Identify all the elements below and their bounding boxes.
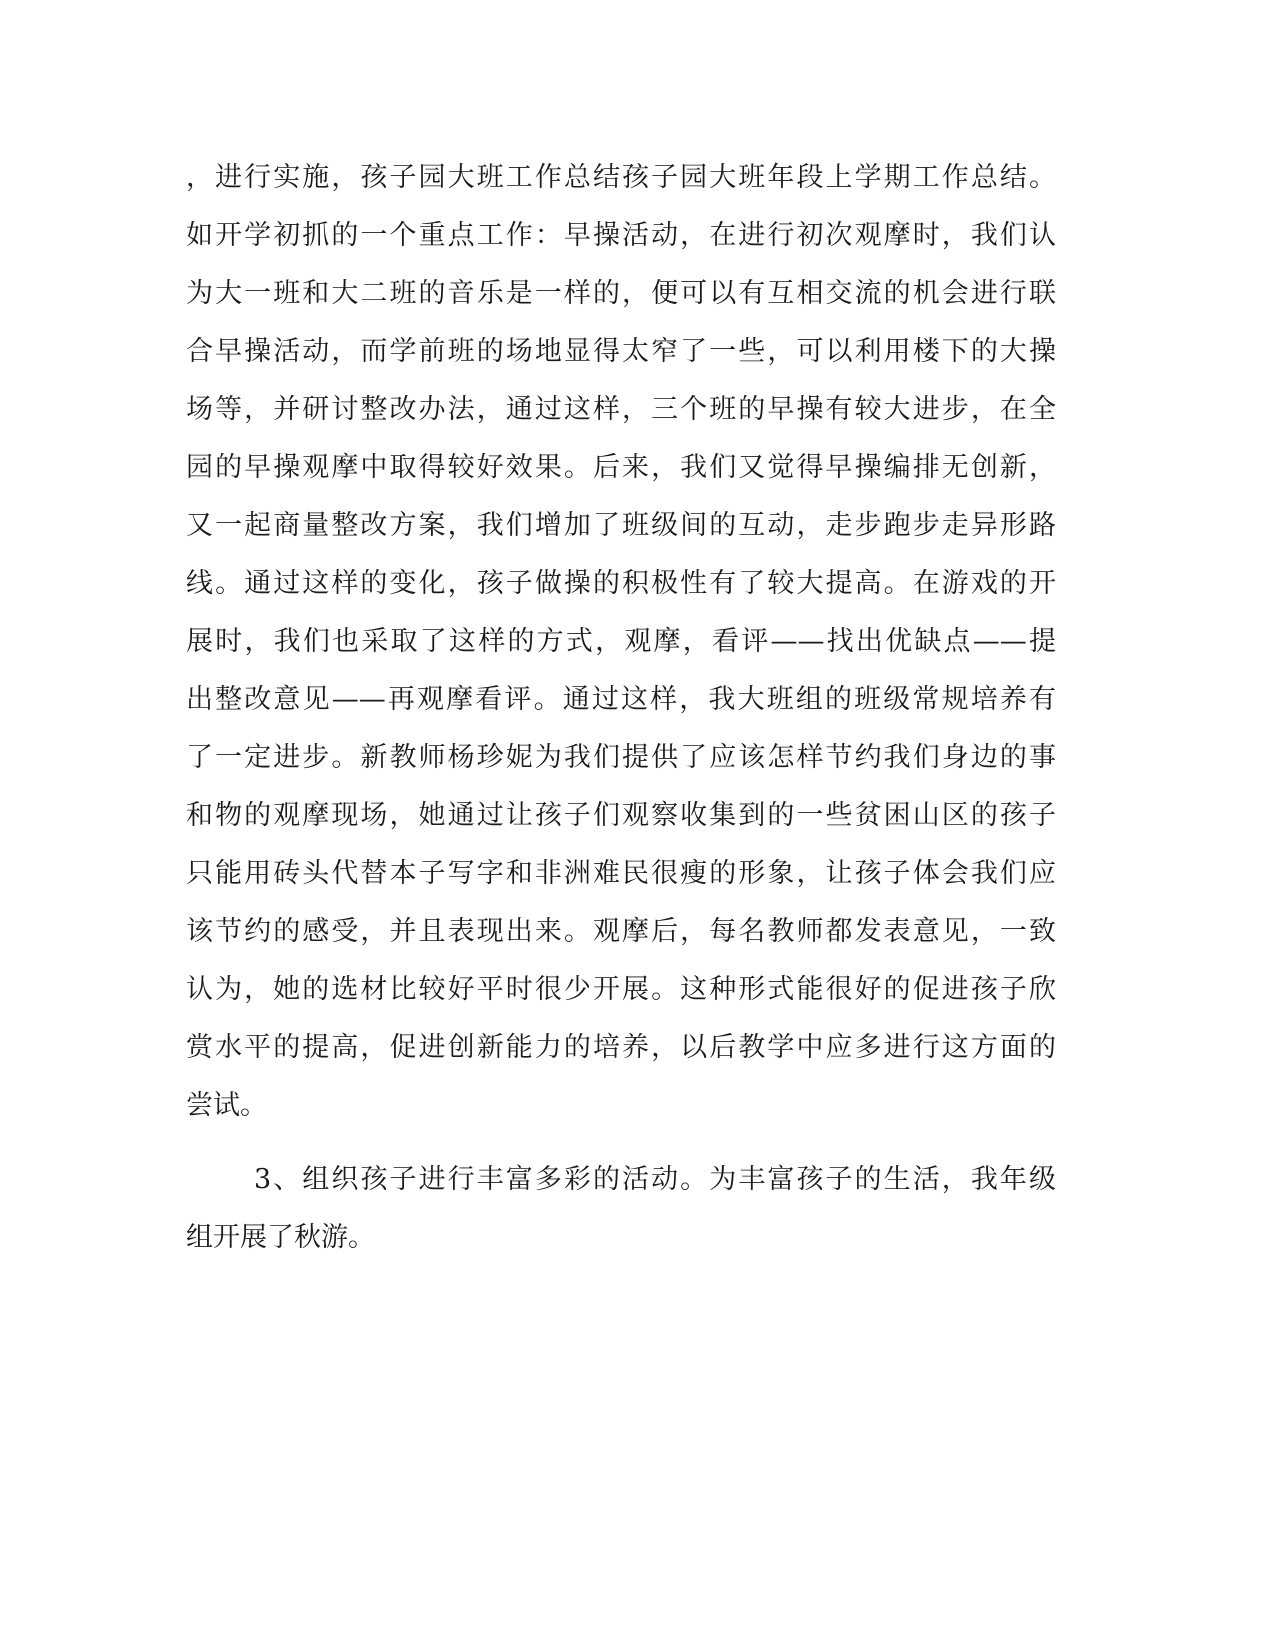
text-line: 如开学初抓的一个重点工作：早操活动，在进行初次观摩时，我们认 — [186, 220, 1056, 251]
text-line: 和物的观摩现场，她通过让孩子们观察收集到的一些贫困山区的孩子 — [186, 800, 1056, 831]
text-line: 场等，并研讨整改办法，通过这样，三个班的早操有较大进步，在全 — [186, 394, 1056, 425]
text-line: 认为，她的选材比较好平时很少开展。这种形式能很好的促进孩子欣 — [186, 974, 1056, 1005]
text-line: 该节约的感受，并且表现出来。观摩后，每名教师都发表意见，一致 — [186, 916, 1056, 947]
text-line: 园的早操观摩中取得较好效果。后来，我们又觉得早操编排无创新， — [186, 452, 1056, 483]
text-line: 组开展了秋游。 — [186, 1222, 375, 1253]
text-line: 展时，我们也采取了这样的方式，观摩，看评——找出优缺点——提 — [186, 626, 1056, 657]
text-line: 出整改意见——再观摩看评。通过这样，我大班组的班级常规培养有 — [186, 684, 1056, 715]
text-line: 合早操活动，而学前班的场地显得太窄了一些，可以利用楼下的大操 — [186, 336, 1056, 367]
text-line: 赏水平的提高，促进创新能力的培养，以后教学中应多进行这方面的 — [186, 1032, 1056, 1063]
text-line: 了一定进步。新教师杨珍妮为我们提供了应该怎样节约我们身边的事 — [186, 742, 1056, 773]
text-line: 3、组织孩子进行丰富多彩的活动。为丰富孩子的生活，我年级 — [254, 1164, 1056, 1195]
text-line: 为大一班和大二班的音乐是一样的，便可以有互相交流的机会进行联 — [186, 278, 1056, 309]
text-line: 只能用砖头代替本子写字和非洲难民很瘦的形象，让孩子体会我们应 — [186, 858, 1056, 889]
text-line: 尝试。 — [186, 1090, 267, 1121]
text-line: ，进行实施，孩子园大班工作总结孩子园大班年段上学期工作总结。 — [186, 162, 1056, 193]
text-line: 又一起商量整改方案，我们增加了班级间的互动，走步跑步走异形路 — [186, 510, 1056, 541]
text-line: 线。通过这样的变化，孩子做操的积极性有了较大提高。在游戏的开 — [186, 568, 1056, 599]
